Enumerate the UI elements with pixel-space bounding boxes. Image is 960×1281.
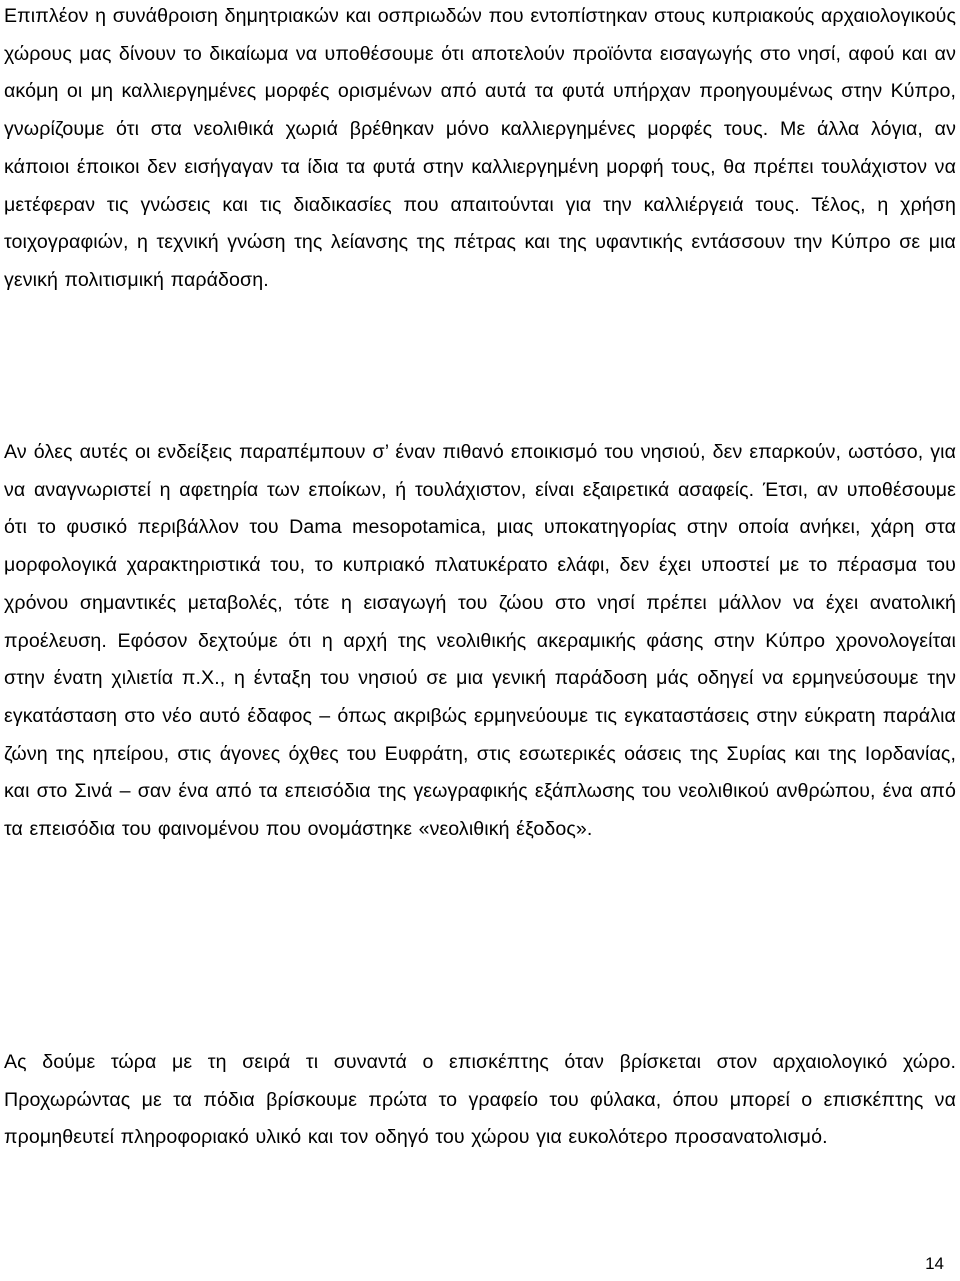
body-paragraph: Ας δούμε τώρα με τη σειρά τι συναντά ο επισκέπτης όταν βρίσκεται στον αρχαιολογικό χώρο. Προχωρώντας με τα πόδια βρίσκουμε πρώτα το γραφείο του φύλακα, όπου μπορεί ο επισκέπτης να προμηθευτεί πληροφοριακό υλικό και τον οδηγό του χώρου για ευκολότερο προσανατολισμό. [4,1051,956,1149]
document-page [4,0,956,1281]
body-paragraph: Αν όλες αυτές οι ενδείξεις παραπέμπουν σ’ έναν πιθανό εποικισμό του νησιού, δεν επαρκούν, ωστόσο, για να αναγνωριστεί η αφετηρία των εποίκων, ή τουλάχιστον, είναι εξαιρετικά ασαφείς. Έτσι, αν υποθέσουμε ότι το φυσικό περιβάλλον του Dama mesopotamica, μιας υποκατηγορίας στην οποία ανήκει, χάρη στα μορφολογικά χαρακτηριστικά του, το κυπριακό πλατυκέρατο ελάφι, δεν έχει υποστεί με το πέρασμα του χρόνου σημαντικές μεταβολές, τότε η εισαγωγή του ζώου στο νησί πρέπει μάλλον να έχει ανατολική προέλευση. Εφόσον δεχτούμε ότι η αρχή της νεολιθικής ακεραμικής φάσης στην Κύπρο χρονολογείται στην ένατη χιλιετία π.Χ., η ένταξη του νησιού σε μια γενική παράδοση μάς οδηγεί να ερμηνεύσουμε την εγκατάσταση στο νέο αυτό έδαφος – όπως ακριβώς ερμηνεύουμε τις εγκαταστάσεις στην εύκρατη παράλια ζώνη της ηπείρου, στις άγονες όχθες του Ευφράτη, στις εσωτερικές οάσεις της Συρίας και της Ιορδανίας, και στο Σινά – σαν ένα από τα επεισόδια της γεωγραφικής εξάπλωσης του νεολιθικού ανθρώπου, ένα από τα επεισόδια του φαινομένου που ονομάστηκε «νεολιθική έξοδος». [4,441,956,841]
body-paragraph: Επιπλέον η συνάθροιση δημητριακών και οσπριωδών που εντοπίστηκαν στους κυπριακούς αρχαιολογικούς χώρους μας δίνουν το δικαίωμα να υποθέσουμε ότι αποτελούν προϊόντα εισαγωγής στο νησί, αφού και αν ακόμη οι μη καλλιεργημένες μορφές ορισμένων από αυτά τα φυτά υπήρχαν προηγουμένως στην Κύπρο, γνωρίζουμε ότι στα νεολιθικά χωριά βρέθηκαν μόνο καλλιεργημένες μορφές τους. Με άλλα λόγια, αν κάποιοι έποικοι δεν εισήγαγαν τα ίδια τα φυτά στην καλλιεργημένη μορφή τους, θα πρέπει τουλάχιστον να μετέφεραν τις γνώσεις και τις διαδικασίες που απαιτούνται για την καλλιέργειά τους. Τέλος, η χρήση τοιχογραφιών, η τεχνική γνώση της λείανσης της πέτρας και της υφαντικής εντάσσουν την Κύπρο σε μια γενική πολιτισμική παράδοση. [4,5,956,291]
page-number: 14 [925,1254,944,1273]
